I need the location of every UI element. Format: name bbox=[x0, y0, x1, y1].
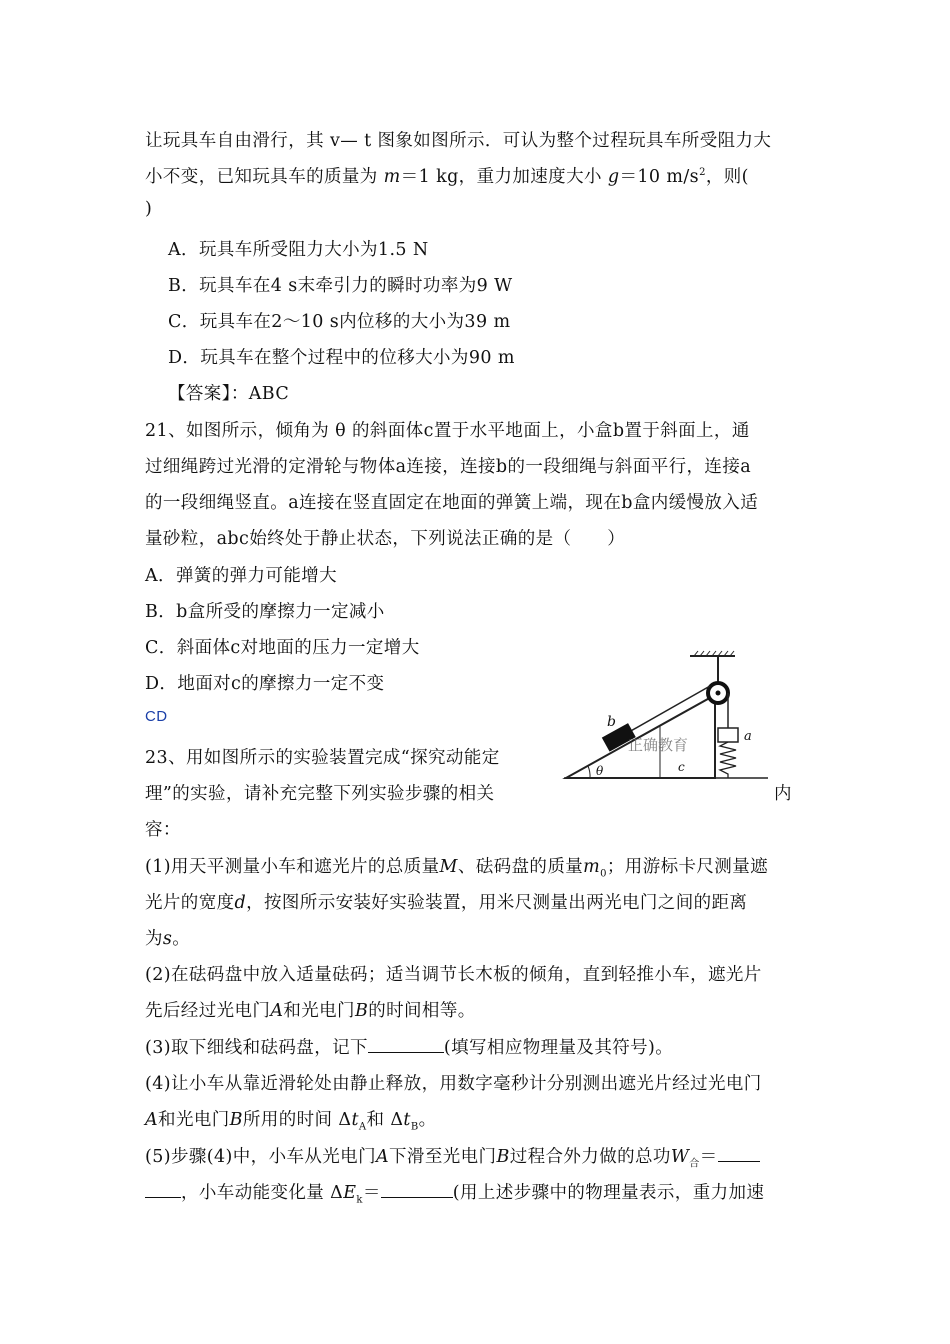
q20-answer: 【答案】：ABC bbox=[168, 384, 290, 404]
var-A: A bbox=[270, 1001, 284, 1021]
q21-line-4: 量砂粒，abc始终处于静止状态，下列说法正确的是（ ） bbox=[145, 529, 626, 549]
var-m: m bbox=[383, 167, 401, 187]
var-A: A bbox=[375, 1147, 390, 1167]
text: 和光电门 bbox=[283, 1001, 355, 1021]
text: 为 bbox=[145, 929, 163, 949]
q23-step1-line-2 bbox=[145, 889, 747, 914]
text: 先后经过光电门 bbox=[145, 1001, 271, 1021]
text: 小不变，已知玩具车的质量为 bbox=[145, 167, 384, 187]
label-c: c bbox=[678, 760, 685, 774]
var-A: A bbox=[145, 1110, 159, 1130]
q20-line-3: ) bbox=[145, 199, 153, 219]
q23-step2-line-2 bbox=[145, 997, 476, 1022]
text: ，按图所示安装好实验装置，用米尺测量出两光电门之间的距离 bbox=[246, 893, 748, 913]
var-g: g bbox=[607, 167, 620, 187]
q23-line-2: 理”的实验，请补充完整下列实验步骤的相关 bbox=[145, 784, 495, 804]
text: ＝ bbox=[362, 1183, 381, 1203]
var-t: t bbox=[403, 1110, 411, 1130]
watermark: 正确教育 bbox=[628, 736, 689, 754]
answer-blank-2b[interactable] bbox=[145, 1182, 181, 1198]
q21-line-1: 21、如图所示，倾角为 θ 的斜面体c置于水平地面上，小盒b置于斜面上，通 bbox=[145, 421, 750, 441]
sub-he: 合 bbox=[689, 1158, 700, 1170]
text: 。 bbox=[418, 1110, 437, 1130]
q23-step4-line-2 bbox=[145, 1106, 437, 1133]
label-theta: θ bbox=[596, 764, 604, 778]
var-M: M bbox=[439, 857, 458, 877]
var-B: B bbox=[229, 1110, 243, 1130]
incline-pulley-figure bbox=[560, 650, 770, 785]
q23-step5-line-1 bbox=[145, 1143, 760, 1170]
answer-blank-2a[interactable] bbox=[718, 1146, 760, 1162]
q23-step1-line-1 bbox=[145, 853, 768, 880]
text: (1)用天平测量小车和遮光片的总质量 bbox=[145, 857, 440, 877]
q21-line-2: 过细绳跨过光滑的定滑轮与物体a连接，连接b的一段细绳与斜面平行，连接a bbox=[145, 457, 752, 477]
var-E: E bbox=[343, 1183, 357, 1203]
q21-answer: CD bbox=[145, 708, 168, 725]
text: (用上述步骤中的物理量表示，重力加速 bbox=[452, 1183, 765, 1203]
text: ＝10 m/s bbox=[619, 167, 700, 187]
text: ＝1 kg，重力加速度大小 bbox=[400, 167, 608, 187]
text: 和光电门 bbox=[158, 1110, 230, 1130]
text: ，小车动能变化量 Δ bbox=[181, 1183, 344, 1203]
text: 过程合外力做的总功 bbox=[509, 1147, 671, 1167]
var-s: s bbox=[162, 929, 173, 949]
text: 。 bbox=[172, 929, 191, 949]
q23-line-3: 容： bbox=[145, 820, 181, 840]
q20-option-b: B．玩具车在4 s末牵引力的瞬时功率为9 W bbox=[168, 276, 513, 296]
q23-step4-line-1: (4)让小车从靠近滑轮处由静止释放，用数字毫秒计分别测出遮光片经过光电门 bbox=[145, 1074, 762, 1094]
text: ，则( bbox=[705, 167, 749, 187]
text: (5)步骤(4)中，小车从光电门 bbox=[145, 1147, 376, 1167]
text: ＝ bbox=[699, 1147, 718, 1167]
q21-line-3: 的一段细绳竖直。a连接在竖直固定在地面的弹簧上端，现在b盒内缓慢放入适 bbox=[145, 493, 759, 513]
text: ；用游标卡尺测量遮 bbox=[606, 857, 769, 877]
var-m0: m bbox=[583, 857, 601, 877]
label-b: b bbox=[607, 714, 616, 730]
text: 光片的宽度 bbox=[145, 893, 235, 913]
text: 下滑至光电门 bbox=[389, 1147, 497, 1167]
q23-step3 bbox=[145, 1034, 673, 1059]
sub-A: A bbox=[358, 1121, 367, 1133]
answer-blank-1[interactable] bbox=[368, 1037, 444, 1053]
sub-0: 0 bbox=[600, 868, 607, 880]
var-d: d bbox=[234, 893, 247, 913]
q21-option-d: D．地面对c的摩擦力一定不变 bbox=[145, 674, 385, 694]
answer-blank-3[interactable] bbox=[381, 1182, 453, 1198]
q23-line-1: 23、用如图所示的实验装置完成“探究动能定 bbox=[145, 748, 500, 768]
text: 和 Δ bbox=[366, 1110, 404, 1130]
text: 的时间相等。 bbox=[368, 1001, 476, 1021]
q23-step5-line-2 bbox=[145, 1179, 764, 1206]
var-B: B bbox=[354, 1001, 369, 1021]
q20-line-1: 让玩具车自由滑行，其 v— t 图象如图所示．可认为整个过程玩具车所受阻力大 bbox=[145, 131, 772, 151]
var-t: t bbox=[351, 1110, 359, 1130]
q21-option-b: B．b盒所受的摩擦力一定减小 bbox=[145, 602, 385, 622]
q23-step1-line-3 bbox=[145, 925, 190, 950]
incline-diagram bbox=[560, 650, 770, 785]
text: 所用的时间 Δ bbox=[242, 1110, 352, 1130]
text: (3)取下细线和砝码盘，记下 bbox=[145, 1038, 368, 1058]
q21-option-a: A．弹簧的弹力可能增大 bbox=[145, 566, 338, 586]
text: (填写相应物理量及其符号)。 bbox=[443, 1038, 674, 1058]
q20-option-a: A．玩具车所受阻力大小为1.5 N bbox=[168, 240, 429, 260]
label-a: a bbox=[744, 729, 752, 744]
q23-line-2-tail: 内 bbox=[774, 784, 792, 804]
var-B: B bbox=[496, 1147, 510, 1167]
text: 、砝码盘的质量 bbox=[457, 857, 584, 877]
sup-2: 2 bbox=[699, 167, 706, 179]
q20-option-d: D．玩具车在整个过程中的位移大小为90 m bbox=[168, 348, 515, 368]
q20-option-c: C．玩具车在2～10 s内位移的大小为39 m bbox=[168, 312, 511, 332]
q23-step2-line-1: (2)在砝码盘中放入适量砝码；适当调节长木板的倾角，直到轻推小车，遮光片 bbox=[145, 965, 762, 985]
q21-option-c: C．斜面体c对地面的压力一定增大 bbox=[145, 638, 420, 658]
var-W: W bbox=[670, 1147, 690, 1167]
q20-line-2 bbox=[145, 163, 749, 188]
sub-B: B bbox=[410, 1121, 419, 1133]
sub-k: k bbox=[356, 1194, 363, 1206]
